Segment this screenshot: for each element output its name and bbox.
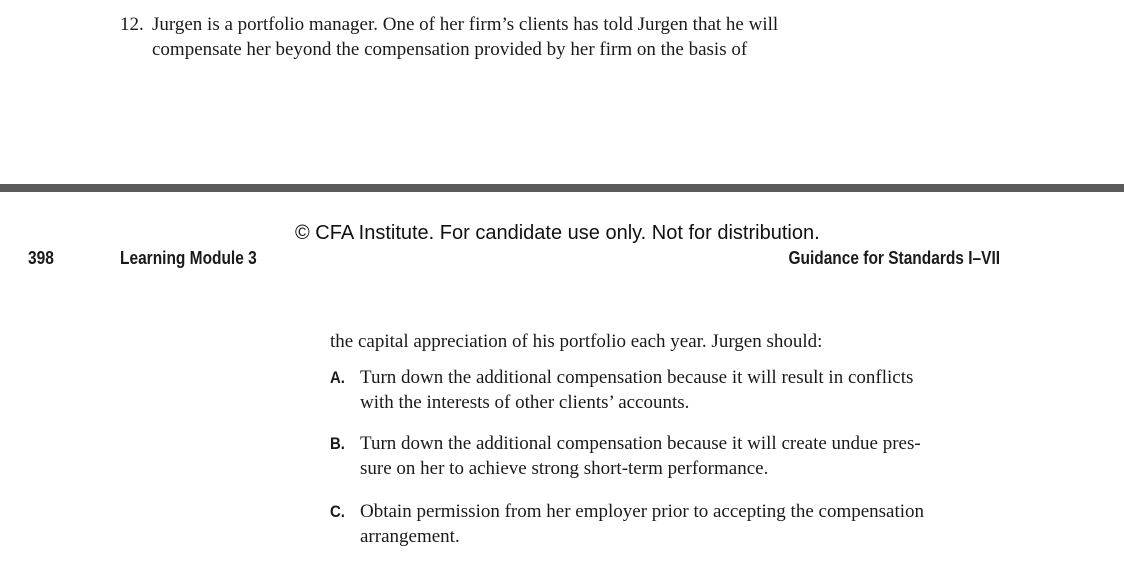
section-title: Guidance for Standards I–VII — [788, 248, 1000, 268]
question-stem: the capital appreciation of his portfolio each year. Jurgen should: — [330, 331, 823, 352]
option-text-line-2: arrangement. — [360, 526, 460, 547]
option-text-line-1: Turn down the additional compensation because it will result in conflicts — [360, 367, 914, 388]
page-number: 398 — [28, 248, 54, 268]
question-text-line-1: Jurgen is a portfolio manager. One of her firm’s clients has told Jurgen that he will — [152, 14, 779, 35]
question-number: 12. — [120, 14, 144, 35]
option-letter: A. — [330, 368, 345, 387]
option-letter: C. — [330, 502, 345, 521]
option-text-line-2: with the interests of other clients’ accounts. — [360, 392, 690, 413]
option-text-line-1: Obtain permission from her employer prior to accepting the compensation — [360, 501, 925, 522]
question-text-line-2: compensate her beyond the compensation provided by her firm on the basis of — [152, 39, 748, 60]
option-text-line-2: sure on her to achieve strong short-term performance. — [360, 458, 769, 479]
module-title: Learning Module 3 — [120, 248, 257, 268]
copyright-notice: © CFA Institute. For candidate use only. Not for distribution. — [295, 222, 820, 244]
option-letter: B. — [330, 434, 345, 453]
page-break-divider — [0, 184, 1124, 192]
option-text-line-1: Turn down the additional compensation because it will create undue pres- — [360, 433, 921, 454]
